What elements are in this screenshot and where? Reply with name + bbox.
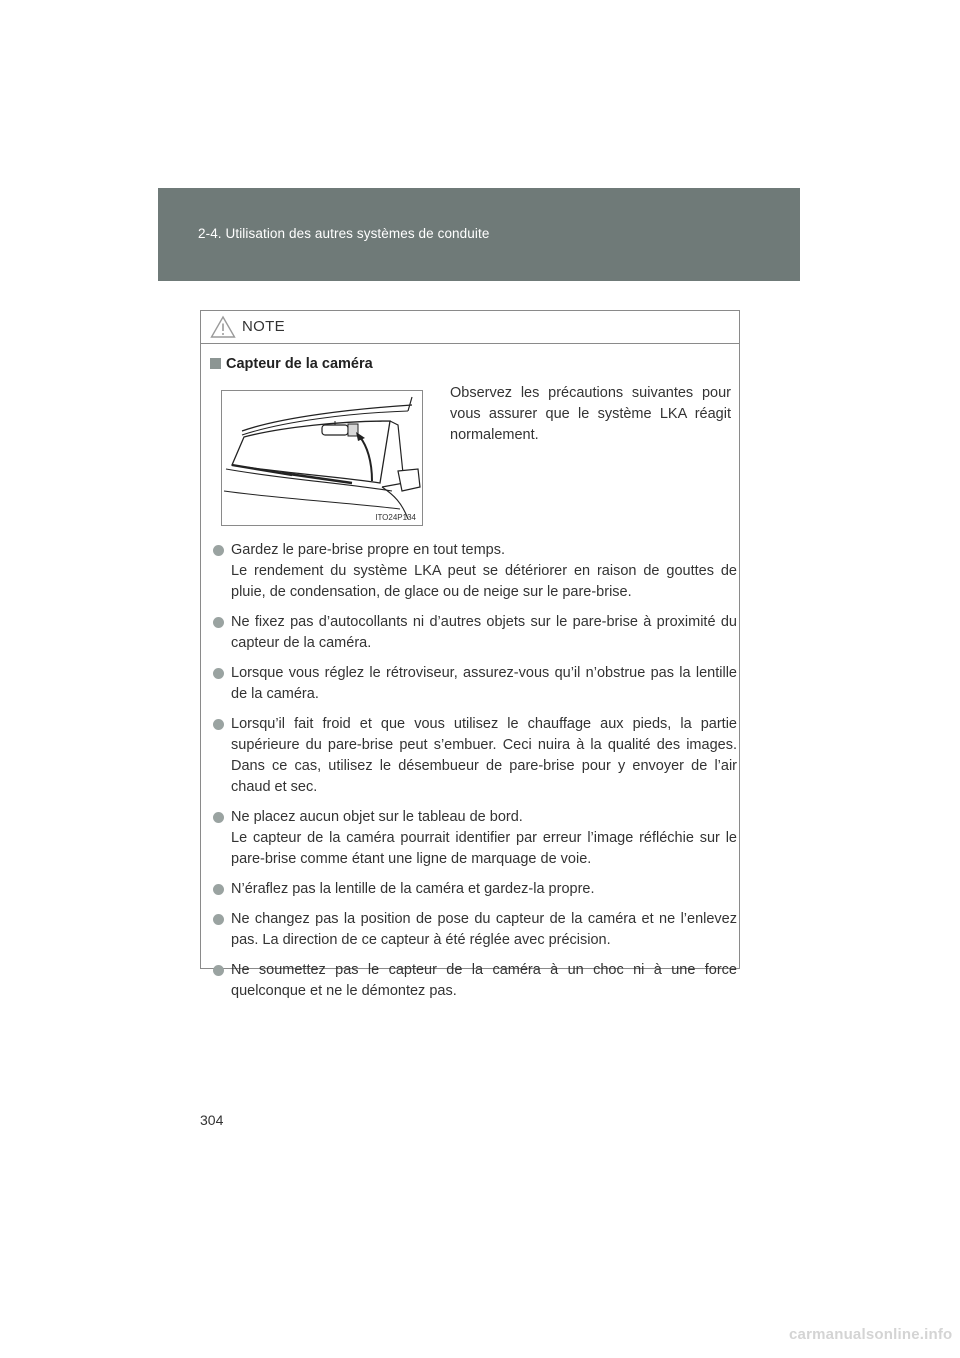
list-item-text: Lorsqu’il fait froid et que vous utilisez le chauffage aux pieds, la partie supérieure du pare-brise peut s’embuer. Ceci nuira à la qualité des images. Dans ce cas, utilisez le désembueur de pare-brise pour y envoyer de l’air chaud et sec. bbox=[231, 716, 737, 795]
bullet-dot-icon bbox=[213, 812, 224, 823]
bullet-dot-icon bbox=[213, 914, 224, 925]
warning-icon bbox=[210, 315, 236, 339]
watermark: carmanualsonline.info bbox=[789, 1326, 953, 1343]
intro-paragraph: Observez les précautions suivantes pour vous assurer que le système LKA réagit normalement. bbox=[450, 385, 731, 443]
note-box bbox=[200, 310, 740, 999]
list-item-text: Ne placez aucun objet sur le tableau de bord. bbox=[231, 809, 523, 825]
list-item-text: Ne fixez pas d’autocollants ni d’autres objets sur le pare-brise à proximité du capteur de la caméra. bbox=[231, 614, 737, 651]
note-label: NOTE bbox=[242, 318, 285, 335]
section-title bbox=[210, 356, 373, 372]
note-header bbox=[201, 311, 739, 344]
bullet-dot-icon bbox=[213, 965, 224, 976]
bullet-dot-icon bbox=[213, 668, 224, 679]
list-item bbox=[210, 807, 737, 870]
list-item-text: Ne soumettez pas le capteur de la caméra à un choc ni à une force quelconque et ne le démontez pas. bbox=[231, 962, 737, 999]
bullet-dot-icon bbox=[213, 884, 224, 895]
list-item-detail: Le capteur de la caméra pourrait identifier par erreur l’image réfléchie sur le pare-brise comme étant une ligne de marquage de voie. bbox=[231, 830, 737, 867]
list-item bbox=[210, 879, 737, 900]
list-item-text: Ne changez pas la position de pose du capteur de la caméra et ne l’enlevez pas. La direction de ce capteur à été réglée avec précision. bbox=[231, 911, 737, 948]
list-item bbox=[210, 909, 737, 951]
list-item bbox=[210, 612, 737, 654]
square-bullet-icon bbox=[210, 358, 221, 369]
bullet-dot-icon bbox=[213, 719, 224, 730]
windshield-camera-illustration bbox=[221, 390, 423, 526]
list-item bbox=[210, 960, 737, 1002]
bullet-dot-icon bbox=[213, 545, 224, 556]
chapter-header bbox=[158, 188, 800, 281]
list-item-text: N’éraflez pas la lentille de la caméra et gardez-la propre. bbox=[231, 881, 595, 897]
windshield-drawing bbox=[222, 391, 422, 525]
precautions-list bbox=[210, 540, 737, 1011]
chapter-title: 2-4. Utilisation des autres systèmes de conduite bbox=[198, 226, 490, 241]
page-number: 304 bbox=[200, 1112, 224, 1128]
list-item-text: Gardez le pare-brise propre en tout temps. bbox=[231, 542, 506, 558]
list-item-detail: Le rendement du système LKA peut se détériorer en raison de gouttes de pluie, de condensation, de glace ou de neige sur le pare-brise. bbox=[231, 563, 737, 600]
section-title-text: Capteur de la caméra bbox=[226, 356, 373, 372]
list-item bbox=[210, 540, 737, 603]
list-item-text: Lorsque vous réglez le rétroviseur, assurez-vous qu’il n’obstrue pas la lentille de la caméra. bbox=[231, 665, 737, 702]
list-item bbox=[210, 663, 737, 705]
bullet-dot-icon bbox=[213, 617, 224, 628]
list-item bbox=[210, 714, 737, 798]
figure-code: ITO24P134 bbox=[375, 513, 416, 522]
